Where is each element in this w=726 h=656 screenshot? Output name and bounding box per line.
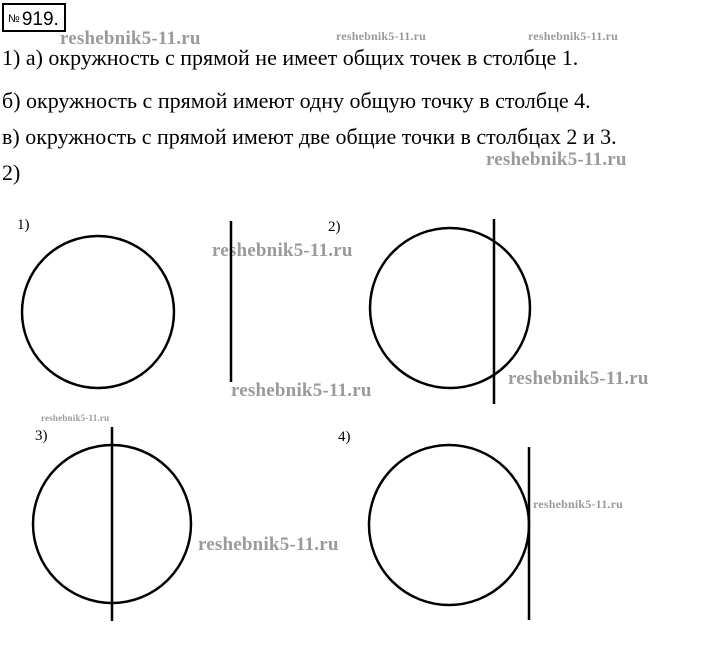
watermark: reshebnik5-11.ru (528, 29, 618, 43)
watermark: reshebnik5-11.ru (231, 380, 372, 401)
figure-label-4: 4) (338, 429, 351, 445)
answer-line-3: в) окружность с прямой имеют две общие точки в столбцах 2 и 3. (2, 124, 617, 149)
number-sign: № (8, 13, 20, 25)
figure-label-3: 3) (35, 428, 48, 444)
watermark: reshebnik5-11.ru (198, 534, 339, 555)
figure-2-circle (370, 228, 530, 388)
figure-label-1: 1) (17, 217, 30, 233)
watermark: reshebnik5-11.ru (60, 28, 201, 49)
answer-line-1: 1) а) окружность с прямой не имеет общих точек в столбце 1. (2, 45, 579, 70)
watermark: reshebnik5-11.ru (486, 149, 627, 170)
problem-number: 919. (21, 9, 59, 30)
watermark: reshebnik5-11.ru (212, 240, 353, 261)
answer-line-2: б) окружность с прямой имеют одну общую точку в столбце 4. (2, 88, 591, 113)
watermark: reshebnik5-11.ru (41, 413, 110, 423)
answer-line-4: 2) (2, 160, 21, 185)
watermark: reshebnik5-11.ru (336, 29, 426, 43)
figure-label-2: 2) (328, 219, 341, 235)
watermark: reshebnik5-11.ru (508, 368, 649, 389)
figure-4-circle (369, 445, 529, 605)
figure-1-circle (22, 236, 174, 388)
watermark: reshebnik5-11.ru (533, 497, 623, 511)
